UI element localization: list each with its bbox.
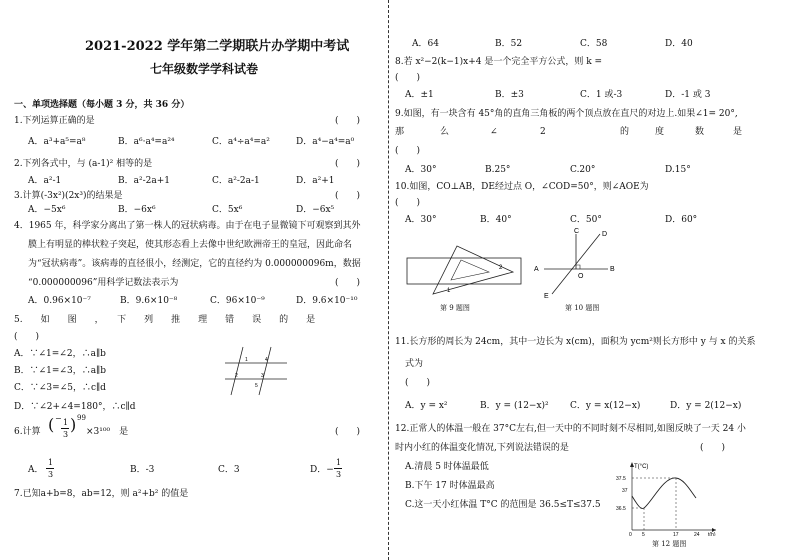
q9-option-b: B.25° [485, 165, 511, 175]
q10-option-b: B．40° [480, 215, 512, 225]
q11-option-c: C．y = x(12−x) [570, 401, 641, 411]
q11-answer-blank: ( ) [405, 378, 431, 388]
q5-figure [225, 345, 287, 397]
q5-option-d: D．∵∠2+∠4=180°，∴c∥d [14, 402, 136, 412]
q6-option-a-num: 1 [48, 458, 54, 467]
fig10-label-c: C [574, 228, 580, 235]
q6-frac-bar [61, 428, 69, 429]
q8-stem: 8.若 x²−2(k−1)x+4 是一个完全平方公式，则 k = [395, 57, 603, 67]
fig12-y-37: 37 [622, 488, 628, 494]
q4-option-c: C．96×10⁻⁹ [210, 296, 265, 306]
q4-line-1: 4．1965 年，科学家分离出了第一株人的冠状病毒。由于在电子显微镜下可观察到其外 [14, 221, 361, 231]
q6-stem: 6.计算 [14, 427, 41, 437]
fig12-y-37-5: 37.5 [616, 476, 626, 482]
svg-text:5: 5 [255, 383, 258, 389]
svg-text:4: 4 [265, 357, 268, 363]
q2-stem: 2.下列各式中，与 (a-1)² 相等的是 [14, 159, 153, 169]
fig12-x-0: 0 [629, 532, 632, 536]
q12-line-1: 12.正常人的体温一般在 37°C左右,但一天中的不同时刻不尽相同,如图反映了一天 24 小 [395, 424, 746, 434]
q7-option-c: C．58 [580, 39, 608, 49]
q1-option-b: B．a⁶·a⁴=a²⁴ [118, 137, 175, 147]
q6-option-d-num: 1 [336, 458, 342, 467]
q9-option-a: A．30° [405, 165, 437, 175]
q6-left-paren: ( [48, 415, 55, 434]
fig12-x-17: 17 [673, 532, 679, 536]
q3-option-c: C．5x⁶ [212, 205, 243, 215]
column-divider [388, 0, 389, 560]
q9-word-3: ∠ [490, 127, 498, 137]
q9-word-1: 那 [395, 127, 405, 137]
q4-option-b: B．9.6×10⁻⁸ [120, 296, 178, 306]
fig10-label-o: O [578, 273, 584, 280]
q9-option-d: D.15° [665, 165, 691, 175]
q6-option-a-label: A． [28, 465, 44, 475]
q5-option-c: C．∵∠3=∠5，∴c∥d [14, 383, 106, 393]
q5-stem: 5. 如 图 ， 下 列 推 理 错 误 的 是 [14, 315, 316, 325]
q7-option-a: A．64 [412, 39, 439, 49]
q1-stem: 1.下列运算正确的是 [14, 116, 95, 126]
q7-option-d: D．40 [665, 39, 693, 49]
q2-option-b: B．a²-2a+1 [118, 176, 170, 186]
exam-subtitle: 七年级数学学科试卷 [150, 62, 259, 76]
q9-word-8: 是 [733, 127, 743, 137]
q11-option-b: B．y = (12−x)² [480, 401, 549, 411]
q1-option-c: C．a⁴÷a⁴=a² [212, 137, 270, 147]
fig9-caption: 第 9 题图 [440, 304, 470, 312]
fig12-x-unit: t(h) [708, 532, 716, 536]
q10-option-c: C．50° [570, 215, 602, 225]
q10-stem: 10.如图，CO⊥AB，DE经过点 O，∠COD=50°，则∠AOE为 [395, 182, 649, 192]
section-heading: 一、单项选择题（每小题 3 分，共 36 分） [14, 100, 190, 110]
fig12-x-24: 24 [694, 532, 700, 536]
fig10-label-a: A [534, 266, 539, 273]
svg-text:1: 1 [245, 357, 248, 363]
q8-option-d: D．-1 或 3 [665, 90, 711, 100]
q6-frac-den: 3 [63, 430, 69, 439]
fig9-angle-1: 1 [447, 288, 451, 294]
q4-line-4: “0.000000096”用科学记数法表示为 [28, 278, 179, 288]
fig9-angle-2: 2 [499, 265, 503, 271]
fig12-ylabel: T(°C) [634, 464, 649, 470]
q12-answer-blank: ( ) [700, 443, 726, 453]
q5-option-b: B．∵∠1=∠3，∴a∥b [14, 366, 106, 376]
q2-answer-blank: ( ) [335, 159, 361, 169]
svg-text:2: 2 [235, 373, 238, 379]
q6-option-a-den: 3 [48, 470, 54, 479]
figure-10 [530, 228, 620, 300]
q7-option-b: B．52 [495, 39, 523, 49]
q9-word-6: 度 [655, 127, 665, 137]
q4-option-a: A．0.96×10⁻⁷ [28, 296, 91, 306]
fig10-label-d: D [602, 231, 608, 238]
q9-line-1: 9.如图，有一块含有 45°角的直角三角板的两个顶点放在直尺的对边上.如果∠1= 20°, [395, 109, 738, 119]
q10-option-d: D．60° [665, 215, 698, 225]
q6-option-a-bar [46, 468, 54, 469]
q4-answer-blank: ( ) [335, 278, 361, 288]
q6-option-b: B．-3 [130, 465, 155, 475]
exam-title: 2021-2022 学年第二学期联片办学期中考试 [85, 39, 350, 54]
fig12-caption: 第 12 题图 [652, 540, 687, 548]
q6-option-d-den: 3 [336, 470, 342, 479]
fig12-x-5: 5 [642, 532, 645, 536]
q4-line-3: 为“冠状病毒”。该病毒的直径很小，经测定，它的直径约为 0.000000096m，数据 [28, 259, 361, 269]
q4-line-2: 膜上有明显的棒状粒子突起，使其形态看上去像中世纪欧洲帝王的皇冠，因此命名 [28, 240, 353, 250]
q12-option-b: B.下午 17 时体温最高 [405, 481, 495, 491]
q12-option-a: A.清晨 5 时体温最低 [405, 462, 489, 472]
fig10-caption: 第 10 题图 [565, 304, 600, 312]
q1-option-a: A．a³+a⁵=a⁸ [28, 137, 86, 147]
q7-stem: 7.已知a+b=8，ab=12，则 a²+b² 的值是 [14, 489, 189, 499]
fig10-label-e: E [544, 293, 549, 300]
q8-option-a: A．±1 [405, 90, 434, 100]
q5-option-a: A．∵∠1=∠2，∴a∥b [14, 349, 106, 359]
q5-answer-blank: ( ) [14, 332, 40, 342]
q6-neg-sign: − [55, 414, 62, 423]
q12-line-2: 时内小红的体温变化情况,下列说法错误的是 [395, 443, 569, 453]
q12-option-c: C.这一天小红体温 T°C 的范围是 36.5≤T≤37.5 [405, 500, 601, 510]
q10-option-a: A．30° [405, 215, 437, 225]
q6-tail: ×3¹⁰⁰ 是 [86, 427, 129, 437]
fig10-label-b: B [610, 266, 615, 273]
svg-text:3: 3 [261, 373, 264, 379]
q8-option-b: B．±3 [495, 90, 524, 100]
q3-option-b: B．−6x⁶ [118, 205, 156, 215]
q6-answer-blank: ( ) [335, 427, 361, 437]
q10-answer-blank: ( ) [395, 198, 421, 208]
q3-option-a: A．−5x⁶ [28, 205, 66, 215]
q8-answer-blank: ( ) [395, 73, 421, 83]
figure-9 [405, 240, 525, 300]
q9-option-c: C.20° [570, 165, 596, 175]
q11-line-1: 11.长方形的周长为 24cm，其中一边长为 x(cm)，面积为 ycm²则长方形中 y 与 x 的关系 [395, 337, 756, 347]
q6-option-c: C．3 [218, 465, 240, 475]
q6-option-d-label: D．− [310, 465, 334, 475]
q1-option-d: D．a⁴−a⁴=a⁰ [296, 137, 355, 147]
q9-answer-blank: ( ) [395, 146, 421, 156]
q9-word-4: 2 [540, 127, 546, 137]
q1-answer-blank: ( ) [335, 116, 361, 126]
q6-exponent: 99 [77, 414, 86, 422]
q3-answer-blank: ( ) [335, 191, 361, 201]
q6-frac-num: 1 [63, 418, 69, 427]
q6-right-paren: ) [70, 415, 77, 434]
q9-word-2: 么 [440, 127, 450, 137]
q8-option-c: C．1 或-3 [580, 90, 623, 100]
q3-option-d: D．−6x⁵ [296, 205, 335, 215]
q9-word-7: 数 [695, 127, 705, 137]
q3-stem: 3.计算(-3x²)(2x³)的结果是 [14, 191, 123, 201]
q2-option-a: A．a²-1 [28, 176, 62, 186]
q11-option-d: D．y = 2(12−x) [670, 401, 742, 411]
fig12-y-36-5: 36.5 [616, 506, 626, 512]
q11-line-2: 式为 [405, 359, 424, 369]
q11-option-a: A．y = x² [405, 401, 448, 411]
q4-option-d: D．9.6×10⁻¹⁰ [296, 296, 358, 306]
figure-12 [612, 458, 722, 536]
q2-option-c: C．a²-2a-1 [212, 176, 260, 186]
q2-option-d: D．a²+1 [296, 176, 335, 186]
q6-option-d-bar [334, 468, 342, 469]
q9-word-5: 的 [620, 127, 630, 137]
